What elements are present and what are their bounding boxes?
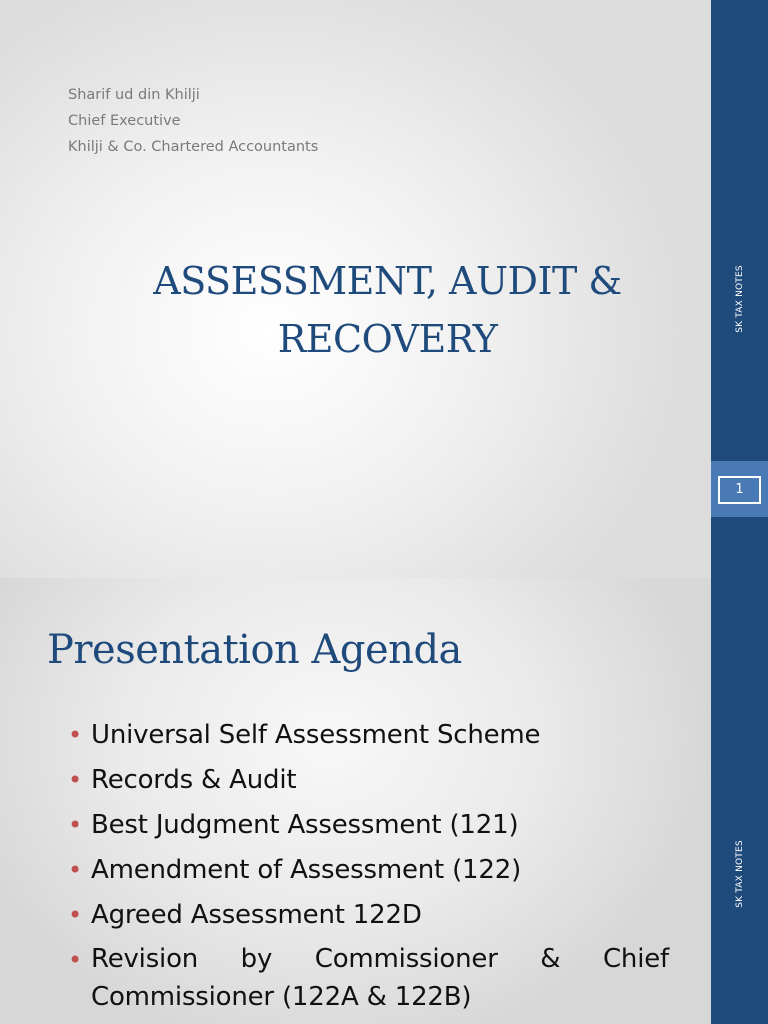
agenda-item	[68, 848, 669, 893]
agenda-item-text-line-2: Commissioner (122A & 122B)	[91, 982, 472, 1012]
agenda-item-text: Universal Self Assessment Scheme	[91, 720, 541, 750]
author-position: Chief Executive	[68, 113, 181, 129]
slide-title	[60, 252, 715, 368]
agenda-item-text	[91, 938, 669, 1016]
agenda-list	[68, 713, 669, 1016]
bullet-icon: •	[68, 856, 82, 884]
agenda-item	[68, 713, 669, 758]
agenda-item	[68, 938, 669, 1016]
sidebar-label: SK TAX NOTES	[734, 840, 745, 908]
agenda-item-text: Best Judgment Assessment (121)	[91, 810, 519, 840]
bullet-icon: •	[68, 721, 82, 749]
bullet-icon: •	[68, 901, 82, 929]
sidebar-label: SK TAX NOTES	[734, 265, 745, 333]
agenda-slide	[0, 578, 768, 1024]
agenda-item-text: Amendment of Assessment (122)	[91, 855, 522, 885]
agenda-item	[68, 758, 669, 803]
agenda-item	[68, 803, 669, 848]
author-name: Sharif ud din Khilji	[68, 87, 200, 103]
slide-number: 1	[718, 476, 761, 504]
bullet-icon: •	[68, 766, 82, 794]
bullet-icon: •	[68, 811, 82, 839]
slide-number-band	[711, 461, 768, 517]
agenda-item-text: Records & Audit	[91, 765, 297, 795]
author-firm: Khilji & Co. Chartered Accountants	[68, 139, 319, 155]
agenda-item-text: Agreed Assessment 122D	[91, 900, 422, 930]
sidebar-band	[711, 578, 768, 1024]
agenda-item-text-line-1: Revision by Commissioner & Chief	[91, 944, 669, 974]
bullet-icon: •	[68, 946, 82, 974]
slide-title-line-2: RECOVERY	[277, 317, 498, 361]
agenda-title: Presentation Agenda	[47, 627, 462, 673]
author-block	[68, 82, 318, 160]
slide-title-line-1: ASSESSMENT, AUDIT &	[153, 259, 622, 303]
agenda-item	[68, 893, 669, 938]
